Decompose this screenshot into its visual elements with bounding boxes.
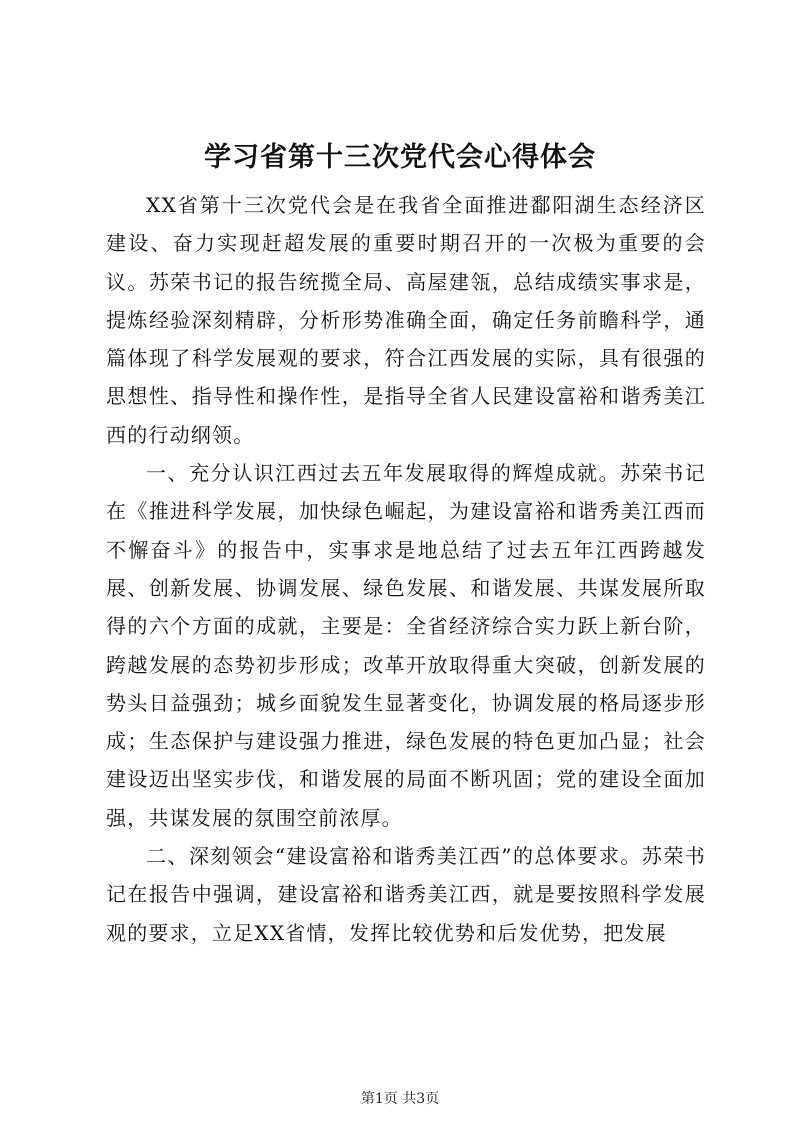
paragraph-section-two: 二、深刻领会“建设富裕和谐秀美江西”的总体要求。苏荣书记在报告中强调，建设富裕和谐秀美江西，就是要按照科学发展观的要求，立足XX省情，发挥比较优势和后发优势，把发展 — [106, 844, 706, 945]
paragraph-intro: XX省第十三次党代会是在我省全面推进鄱阳湖生态经济区建设、奋力实现赶超发展的重要时期召开的一次极为重要的会议。苏荣书记的报告统揽全局、高屋建瓴，总结成绩实事求是，提炼经验深刻精辟，分析形势准确全面，确定任务前瞻科学，通篇体现了科学发展观的要求，符合江西发展的实际，具有很强的思想性、指导性和操作性，是指导全省人民建设富裕和谐秀美江西的行动纲领。 — [106, 193, 706, 447]
paragraph-section-one: 一、充分认识江西过去五年发展取得的辉煌成就。苏荣书记在《推进科学发展，加快绿色崛起，为建设富裕和谐秀美江西而不懈奋斗》的报告中，实事求是地总结了过去五年江西跨越发展、创新发展、协调发展、绿色发展、和谐发展、共谋发展所取得的六个方面的成就，主要是：全省经济综合实力跃上新台阶，跨越发展的态势初步形成；改革开放取得重大突破，创新发展的势头日益强劲；城乡面貌发生显著变化，协调发展的格局逐步形成；生态保护与建设强力推进，绿色发展的特色更加凸显；社会建设迈出坚实步伐，和谐发展的局面不断巩固；党的建设全面加强，共谋发展的氛围空前浓厚。 — [106, 461, 706, 830]
document-body — [106, 186, 706, 952]
page-number-footer: 第1页 共3页 — [360, 1091, 440, 1107]
document-title: 学习省第十三次党代会心得体会 — [204, 142, 596, 173]
